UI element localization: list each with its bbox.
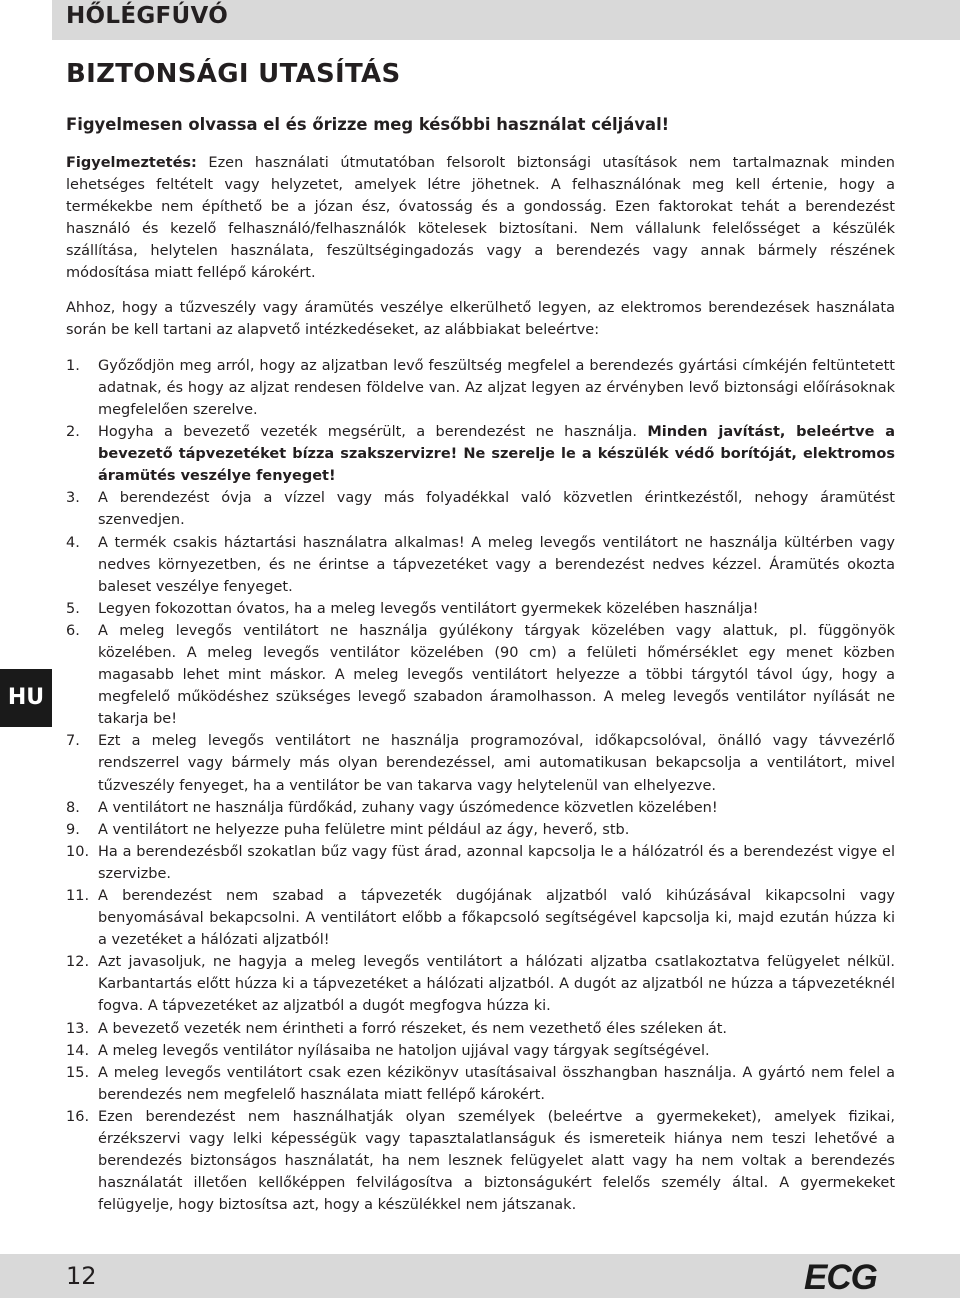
content [66,152,895,1216]
page-title: BIZTONSÁGI UTASÍTÁS [66,59,401,89]
item-text: Győződjön meg arról, hogy az aljzatban levő feszültség megfelel a berendezés gyártási címkéjén feltüntetett adatnak, és hogy az aljzat rendesen földelve van. Az aljzat legyen az érvényben levő biztonsági előírásoknak megfelelően szerelve. [98,357,895,418]
item-text: Ezt a meleg levegős ventilátort ne használja programozóval, időkapcsolóval, önálló vagy távvezérlő rendszerrel vagy bármely más olyan berendezéssel, ami automatikusan bekapcsolja a ventilátort, mivel tűzveszély fenyeget, ha a ventilátor be van takarva vagy helytelenül van elhelyezve. [98,733,895,794]
brand-logo-text: ECG [804,1258,877,1294]
item-text: Ezen berendezést nem használhatják olyan személyek (beleértve a gyermekeket), amelyek fizikai, érzékszervi vagy lelki képességük vagy tapasztalatlanságuk és ismereteik hiánya nem teszi lehetővé a berendezés biztonságos használatát, ha nem lesznek felügyelet alatt vagy ha nem voltak a berendezés használatát illetően kellőképpen felvilágosítva a biztonságukért felelős személy által. A gyermekeket felügyelje, hogy biztosítsa azt, hogy a készülékkel nem játszanak. [98,1108,895,1214]
item-text: Hogyha a bevezető vezeték megsérült, a berendezést ne használja. [98,424,648,441]
item-text: A meleg levegős ventilátort csak ezen kézikönyv utasításaival összhangban használja. A gyártó nem felel a berendezés nem megfelelő használata miatt fellépő károkért. [98,1064,895,1103]
safety-rules-list [66,355,895,1217]
item-number: 16. [66,1108,90,1125]
section-title: HŐLÉGFÚVÓ [66,3,229,29]
list-item [66,1040,895,1062]
list-item [66,885,895,951]
list-item [66,598,895,620]
list-item [66,730,895,796]
list-item [66,532,895,598]
item-text: A berendezést nem szabad a tápvezeték dugójának aljzatból való kihúzásával kikapcsolni vagy benyomásával bekapcsolni. A ventilátort előbb a főkapcsoló segítségével kapcsolja ki, majd ezután húzza ki a vezetéket a hálózati aljzatból! [98,888,895,949]
item-number: 15. [66,1064,90,1081]
item-number: 9. [66,821,80,838]
item-text: Ha a berendezésből szokatlan bűz vagy füst árad, azonnal kapcsolja le a hálózatról és a berendezést vigye el szervizbe. [98,843,895,882]
list-item [66,1018,895,1040]
list-item [66,355,895,421]
brand-logo [800,1258,910,1294]
item-number: 10. [66,843,90,860]
page-number: 12 [66,1262,97,1290]
item-text-bold: Minden javítást, beleértve a bevezető tápvezetéket bízza szakszervizre! Ne szerelje le a készülék védő borítóját, elektromos áramütés veszélye fenyeget! [98,424,895,485]
warning-label: Figyelmeztetés: [66,155,197,171]
item-text: A berendezést óvja a vízzel vagy más folyadékkal való közvetlen érintkezéstől, nehogy áramütést szenvedjen. [98,490,895,529]
list-item [66,421,895,487]
item-text: A ventilátort ne helyezze puha felületre mint például az ágy, heverő, stb. [98,821,630,838]
item-text: A bevezető vezeték nem érintheti a forró részeket, és nem vezethető éles széleken át. [98,1020,727,1037]
item-number: 8. [66,799,80,816]
item-number: 11. [66,888,90,904]
language-tab: HU [0,669,52,727]
item-number: 7. [66,733,80,750]
list-item [66,951,895,1017]
item-number: 12. [66,954,90,971]
warning-paragraph [66,152,895,285]
list-item [66,1106,895,1216]
item-number: 6. [66,622,80,639]
list-item [66,1062,895,1106]
item-number: 3. [66,490,80,507]
item-text: A meleg levegős ventilátort ne használja gyúlékony tárgyak közelében vagy alattuk, pl. függönyök közelében. A meleg levegős ventilátor közelében (90 cm) a felületi hőmérséklet egy menet közben magasabb lehet mint máskor. A meleg levegős ventilátort helyezze a többi tárgytól távol úgy, hogy a megfelelő működéshez szükséges levegő szabadon áramolhasson. A meleg levegős ventilátor nyílását ne takarja be! [98,622,895,728]
subtitle: Figyelmesen olvassa el és őrizze meg későbbi használat céljával! [66,115,670,134]
item-text: A termék csakis háztartási használatra alkalmas! A meleg levegős ventilátort ne használja kültérben vagy nedves környezetben, és ne érintse a tápvezetéket vagy a berendezést nedves kézzel. Áramütés okozta baleset veszélye fenyeget. [98,534,895,595]
list-item [66,819,895,841]
item-number: 4. [66,534,80,551]
item-number: 5. [66,600,80,617]
item-number: 13. [66,1020,90,1037]
item-text: A ventilátort ne használja fürdőkád, zuhany vagy úszómedence közvetlen közelében! [98,799,718,816]
list-item [66,841,895,885]
warning-text: Ezen használati útmutatóban felsorolt biztonsági utasítások nem tartalmaznak minden lehetséges feltételt vagy helyzetet, amelyek létre jöhetnek. A felhasználónak meg kell értenie, hogy a termékekbe nem építhető be a józan ész, óvatosság és a gondosság. Ezen faktorokat tehát a berendezést használó és kezelő felhasználó/felhasználók kötelesek biztosítani. Nem vállalunk felelősséget a készülék szállítása, helytelen használata, feszültségingadozás vagy a berendezés vagy annak bármely részének módosítása miatt fellépő károkért. [66,155,895,282]
item-text: Azt javasoljuk, ne hagyja a meleg levegős ventilátort a hálózati aljzatba csatlakoztatva felügyelet nélkül. Karbantartás előtt húzza ki a tápvezetéket a hálózati aljzatból. A dugót az aljzatból ne húzza a tápvezetéknél fogva. A tápvezetéket az aljzatból a dugót megfogva húzza ki. [98,954,895,1015]
intro-paragraph: Ahhoz, hogy a tűzveszély vagy áramütés veszélye elkerülhető legyen, az elektromos berendezések használata során be kell tartani az alapvető intézkedéseket, az alábbiakat beleértve: [66,299,895,338]
item-number: 1. [66,357,80,374]
list-item [66,620,895,730]
list-item [66,797,895,819]
item-text: A meleg levegős ventilátor nyílásaiba ne hatoljon ujjával vagy tárgyak segítségével. [98,1042,710,1059]
item-text: Legyen fokozottan óvatos, ha a meleg levegős ventilátort gyermekek közelében használja! [98,600,759,617]
item-number: 2. [66,424,80,441]
list-item [66,487,895,531]
item-number: 14. [66,1042,90,1059]
